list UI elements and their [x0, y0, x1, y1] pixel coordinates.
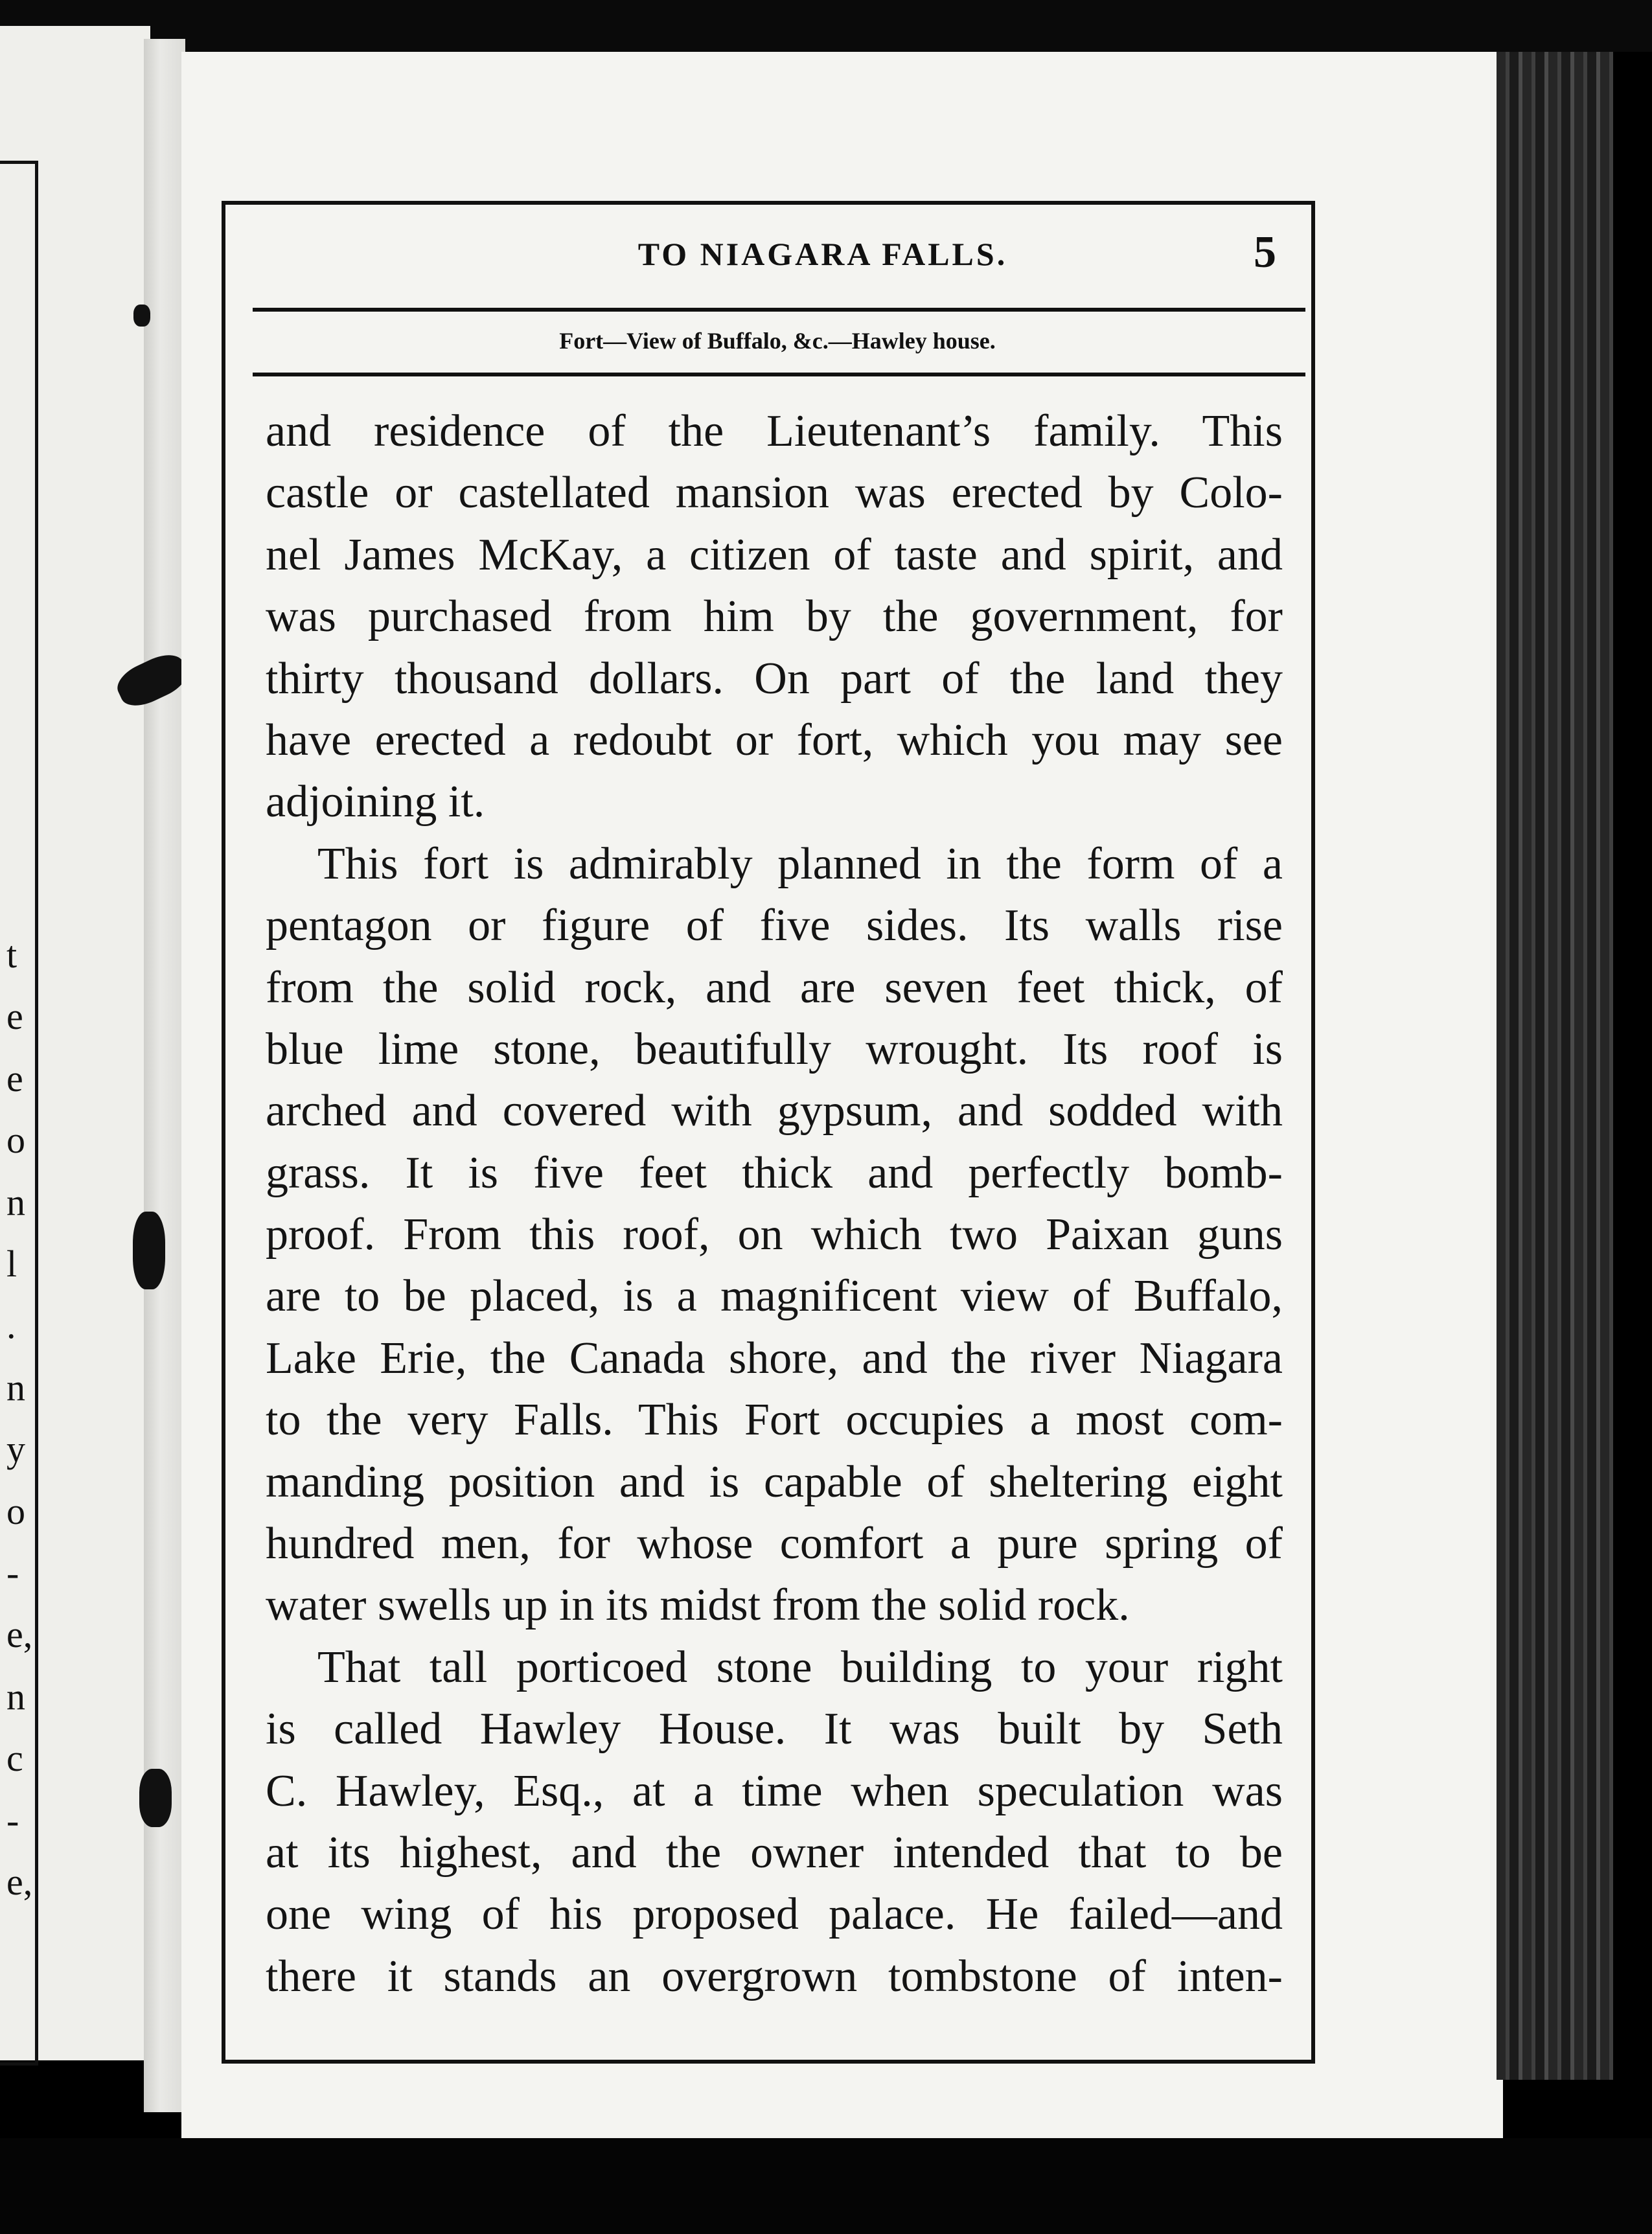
- text-line: proof. From this roof, on which two Paixan guns: [266, 1210, 1283, 1260]
- text-line: to the very Falls. This Fort occupies a most com-: [266, 1395, 1283, 1445]
- section-subhead: Fort—View of Buffalo, &c.—Hawley house.: [559, 328, 996, 354]
- facing-page-fragment: o: [6, 1490, 25, 1532]
- text-line: from the solid rock, and are seven feet thick, of: [266, 962, 1283, 1013]
- text-line: there it stands an overgrown tombstone of inten-: [266, 1951, 1283, 2001]
- body-text: [266, 400, 1283, 2007]
- binding-thread-mark: [133, 305, 150, 327]
- text-line: arched and covered with gypsum, and sodded with: [266, 1086, 1283, 1136]
- facing-page-fragment: e: [6, 995, 23, 1038]
- text-line: are to be placed, is a magnificent view of Buffalo,: [266, 1271, 1283, 1322]
- facing-page-fragment: o: [6, 1119, 25, 1162]
- text-line: at its highest, and the owner intended that to be: [266, 1827, 1283, 1878]
- text-line: manding position and is capable of sheltering eight: [266, 1457, 1283, 1507]
- page-number: 5: [1254, 227, 1276, 277]
- text-line: was purchased from him by the government, for: [266, 592, 1283, 642]
- running-head: TO NIAGARA FALLS.: [637, 236, 1008, 272]
- text-line: hundred men, for whose comfort a pure spring of: [266, 1519, 1283, 1569]
- facing-page-fragment: e: [6, 1057, 23, 1100]
- text-line: and residence of the Lieutenant’s family. This: [266, 406, 1283, 456]
- text-line: C. Hawley, Esq., at a time when speculation was: [266, 1766, 1283, 1816]
- facing-page-fragment: e,: [6, 1861, 33, 1903]
- facing-page-fragment: -: [6, 1799, 19, 1841]
- text-line: blue lime stone, beautifully wrought. Its roof is: [266, 1024, 1283, 1074]
- facing-page-fragment: n: [6, 1366, 25, 1409]
- text-line: castle or castellated mansion was erected by Colo-: [266, 468, 1283, 518]
- facing-page-fragment: n: [6, 1675, 25, 1718]
- facing-page-fragment: -: [6, 1552, 19, 1594]
- text-line: thirty thousand dollars. On part of the land they: [266, 653, 1283, 704]
- text-line: This fort is admirably planned in the form of a: [317, 838, 1283, 889]
- page-edges: [1497, 52, 1613, 2080]
- text-line: pentagon or figure of five sides. Its walls rise: [266, 901, 1283, 951]
- text-line: Lake Erie, the Canada shore, and the river Niagara: [266, 1333, 1283, 1383]
- text-line: adjoining it.: [266, 777, 485, 827]
- text-line: grass. It is five feet thick and perfectly bomb-: [266, 1147, 1283, 1198]
- header-rule: [253, 308, 1305, 312]
- facing-page-fragment: y: [6, 1428, 25, 1471]
- facing-page-fragment: c: [6, 1737, 23, 1780]
- text-line: have erected a redoubt or fort, which you may see: [266, 715, 1283, 765]
- facing-page-fragment: l: [6, 1243, 17, 1285]
- text-line: is called Hawley House. It was built by Seth: [266, 1704, 1283, 1755]
- text-line: water swells up in its midst from the solid rock.: [266, 1580, 1130, 1631]
- facing-page-fragment: e,: [6, 1613, 33, 1656]
- text-line: one wing of his proposed palace. He failed—and: [266, 1889, 1283, 1940]
- facing-page-fragment: t: [6, 934, 17, 976]
- binding-thread-mark: [133, 1212, 165, 1289]
- text-line: That tall porticoed stone building to your right: [317, 1642, 1283, 1692]
- scan-background-top: [0, 0, 1652, 52]
- facing-page-fragment: n: [6, 1180, 25, 1223]
- subhead-rule: [253, 373, 1305, 376]
- scan-background-bottom: [0, 2138, 1652, 2234]
- binding-thread-mark: [139, 1769, 172, 1827]
- facing-page-fragment: .: [6, 1304, 16, 1347]
- text-line: nel James McKay, a citizen of taste and spirit, and: [266, 529, 1283, 580]
